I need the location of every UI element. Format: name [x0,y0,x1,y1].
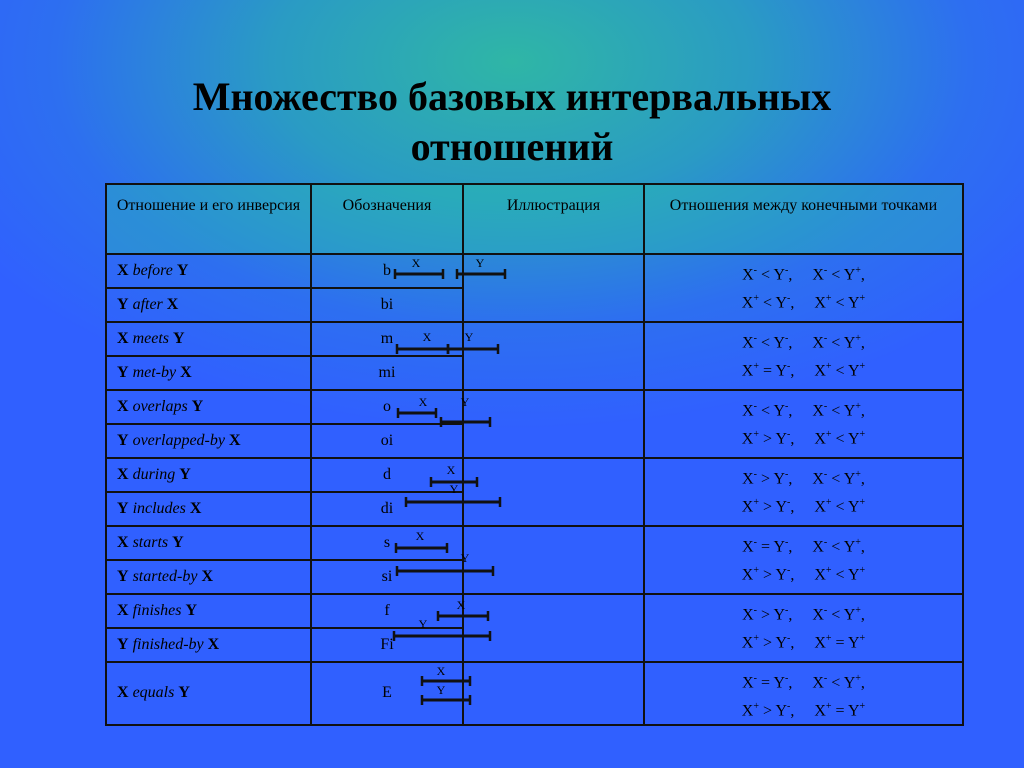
endpoint-token: Y [847,566,860,584]
relation-word: finished-by [132,636,204,653]
endpoint-sign: + [855,537,861,548]
endpoint-relation-line [645,627,962,655]
endpoint-token: < [757,402,774,420]
endpoint-token: X [812,402,824,420]
endpoint-token: Y [847,634,860,652]
endpoint-token: X [812,606,824,624]
endpoint-token: Y [773,266,785,284]
endpoint-sign: + [855,605,861,616]
interval-x-label: X [415,529,425,543]
interval-b: X [166,296,179,313]
endpoint-token: , [860,674,865,692]
interval-b: X [201,568,213,585]
header-notation: Обозначения [311,184,463,254]
endpoint-token: Y [775,430,787,448]
interval-b: Y [178,684,190,702]
endpoint-sign: - [787,497,791,509]
endpoint-sign: + [859,633,866,645]
endpoint-token: Y [773,470,785,488]
interval-x-label: X [411,256,421,270]
endpoint-token: < [827,470,844,488]
endpoint-sign: + [753,429,759,441]
endpoint-token: < [757,334,774,352]
endpoint-token: Y [847,430,860,448]
endpoint-token: , [860,538,865,556]
endpoint-relations-cell [644,254,963,322]
endpoint-token: < [831,566,848,584]
endpoint-token: Y [847,294,860,312]
endpoint-sign: - [823,673,828,684]
endpoint-token: X [741,430,754,448]
endpoint-token: Y [773,674,785,692]
endpoint-sign: + [825,633,832,645]
endpoint-sign: + [825,361,832,373]
interval-y-label: Y [464,330,474,344]
endpoint-token: Y [773,402,785,420]
endpoint-token: X [812,538,824,556]
endpoint-token: X [812,674,824,692]
notation-cell: bi [311,288,463,322]
interval-illustration [418,595,645,661]
endpoint-token: Y [843,606,856,624]
endpoint-token: Y [843,674,856,692]
endpoint-relation-line [645,287,962,315]
illustration-cell [411,254,644,322]
interval-a: X [117,398,129,415]
interval-illustration [415,527,645,593]
endpoint-token: X [741,634,754,652]
endpoint-token: Y [843,266,856,284]
interval-x-label: X [456,598,466,612]
endpoint-token: X [814,566,826,584]
title-line-2: отношений [410,124,614,169]
relations-table [105,183,964,726]
interval-a: X [117,602,129,619]
interval-b: X [228,432,241,449]
endpoint-token: X [814,498,826,516]
endpoint-relation-line [645,463,962,491]
endpoint-token: < [827,334,844,352]
endpoint-relations-cell [644,594,963,662]
endpoint-sign: + [859,565,866,577]
relation-name-cell [106,322,311,356]
endpoint-relations-cell [644,322,963,390]
table-row [106,458,963,492]
interval-illustration [436,663,645,721]
endpoint-token: Y [847,702,860,720]
relation-name-cell [106,254,311,288]
relation-word: overlaps [132,398,188,415]
relation-name-cell [106,390,311,424]
relation-word: during [132,466,176,483]
endpoint-relation-line [645,355,962,383]
endpoint-token: Y [847,362,860,380]
notation-cell: si [311,560,463,594]
endpoint-token: X [741,566,754,584]
illustration-cell [415,526,644,594]
endpoint-token: > [759,634,776,652]
endpoint-token: , [790,294,815,312]
endpoint-sign: + [825,565,832,577]
endpoint-token: = [759,362,776,380]
interval-y-label: Y [449,482,459,496]
interval-y-label: Y [418,617,428,631]
endpoint-token: X [742,266,754,284]
endpoint-relations-cell [644,458,963,526]
endpoint-relation-line [645,599,962,627]
table-body [106,254,963,725]
endpoint-token: Y [843,470,856,488]
header-endpoints: Отношения между конечными точками [644,184,963,254]
endpoint-token: < [827,266,844,284]
notation-cell: E [311,662,463,725]
interval-a: Y [117,296,129,313]
title-line-1: Множество базовых интервальных [192,74,832,119]
interval-illustration [418,391,645,457]
endpoint-relation-line [645,531,962,559]
endpoint-token: Y [775,634,787,652]
relation-word: includes [132,500,186,517]
illustration-cell [436,662,644,725]
endpoint-token: X [742,334,754,352]
endpoint-token: < [831,294,848,312]
endpoint-token: Y [773,606,785,624]
endpoint-sign: + [753,565,759,577]
endpoint-sign: - [787,293,791,305]
interval-b: Y [191,398,204,415]
endpoint-sign: + [859,293,866,305]
interval-a: Y [117,432,129,449]
endpoint-sign: + [855,673,861,684]
interval-b: X [189,500,202,517]
endpoint-token: , [860,402,865,420]
interval-b: X [207,636,220,653]
interval-b: Y [176,262,189,279]
endpoint-token: Y [773,334,785,352]
relation-word: starts [132,534,169,551]
notation-cell: mi [311,356,463,390]
endpoint-token: < [831,362,848,380]
endpoint-sign: - [753,673,757,684]
interval-x-label: X [418,395,428,409]
endpoint-sign: - [785,333,789,344]
relation-name-cell [106,526,311,560]
interval-y-label: Y [460,551,470,565]
endpoint-token: , [788,606,813,624]
notation-cell: oi [311,424,463,458]
relation-name-cell [106,356,311,390]
endpoint-sign: + [859,361,866,373]
interval-a: X [117,262,129,279]
endpoint-token: < [759,294,776,312]
endpoint-token: > [757,470,774,488]
endpoint-token: , [790,566,815,584]
endpoint-token: X [814,294,826,312]
endpoint-sign: - [753,605,757,616]
endpoint-sign: + [753,701,759,713]
relation-name-cell [106,662,311,725]
interval-b: X [180,364,192,381]
interval-a: Y [117,364,129,381]
endpoint-sign: - [785,401,789,412]
endpoint-token: X [742,674,754,692]
endpoint-relations-cell [644,526,963,594]
endpoint-sign: - [787,701,791,713]
interval-y-label: Y [475,256,485,270]
endpoint-token: , [790,702,815,720]
endpoint-token: X [742,470,754,488]
endpoint-token: < [831,430,848,448]
endpoint-token: Y [775,566,787,584]
endpoint-sign: + [825,293,832,305]
interval-y-bar [457,269,505,279]
endpoint-relations-cell [644,390,963,458]
endpoint-relation-line [645,423,962,451]
relation-word: overlapped-by [132,432,225,449]
interval-a: Y [117,500,129,517]
endpoint-relation-line [645,491,962,519]
notation-cell: Fi [311,628,463,662]
illustration-cell [422,322,644,390]
endpoint-token: X [814,362,826,380]
endpoint-sign: - [787,361,791,373]
endpoint-token: Y [847,498,860,516]
endpoint-sign: - [823,265,828,276]
endpoint-relation-line [645,559,962,587]
interval-a: X [117,330,129,347]
endpoint-token: Y [775,702,787,720]
endpoint-sign: + [753,633,759,645]
header-illustration: Иллюстрация [463,184,644,254]
interval-a: Y [117,636,129,653]
endpoint-token: X [814,430,826,448]
endpoint-token: > [759,702,776,720]
interval-a: X [117,684,129,702]
endpoint-sign: - [753,265,757,276]
endpoint-sign: - [785,265,789,276]
endpoint-sign: - [753,537,757,548]
endpoint-token: X [742,606,754,624]
endpoint-sign: - [785,469,789,480]
endpoint-token: < [757,266,774,284]
endpoint-token: X [741,702,754,720]
notation-cell: o [311,390,463,424]
relation-word: equals [132,684,175,702]
endpoint-relation-line [645,695,962,723]
endpoint-sign: - [787,633,791,645]
notation-cell: b [311,254,463,288]
endpoint-sign: + [855,265,861,276]
table-row [106,322,963,356]
table-row [106,390,963,424]
endpoint-sign: + [825,701,832,713]
endpoint-sign: + [855,401,861,412]
interval-b: Y [172,534,184,551]
endpoint-token: X [742,538,754,556]
endpoint-token: X [741,294,754,312]
interval-y-label: Y [436,683,446,697]
endpoint-sign: - [785,605,789,616]
endpoint-token: , [788,266,813,284]
endpoint-token: X [812,470,824,488]
endpoint-token: Y [843,538,856,556]
interval-a: Y [117,568,129,585]
endpoint-token: < [827,402,844,420]
relation-name-cell [106,492,311,526]
interval-illustration [422,323,645,389]
endpoint-sign: + [753,361,759,373]
endpoint-token: , [788,402,813,420]
endpoint-token: < [827,538,844,556]
interval-x-label: X [422,330,432,344]
endpoint-sign: - [823,401,828,412]
relation-name-cell [106,424,311,458]
endpoint-sign: + [825,429,832,441]
endpoint-token: < [831,498,848,516]
endpoint-sign: - [753,333,757,344]
endpoint-token: < [827,674,844,692]
endpoint-token: Y [775,362,787,380]
relation-name-cell [106,458,311,492]
relation-word: started-by [132,568,198,585]
table-row [106,254,963,288]
endpoint-token: , [790,362,815,380]
header-relation: Отношение и его инверсия [106,184,311,254]
endpoint-sign: - [785,673,789,684]
illustration-cell [446,458,644,526]
interval-y-label: Y [460,395,470,409]
endpoint-relations-cell [644,662,963,725]
endpoint-token: , [860,334,865,352]
endpoint-token: , [788,334,813,352]
notation-cell: f [311,594,463,628]
endpoint-sign: + [859,701,866,713]
illustration-cell [418,390,644,458]
endpoint-sign: - [823,605,828,616]
endpoint-token: Y [843,402,856,420]
notation-cell: s [311,526,463,560]
interval-b: Y [179,466,191,483]
page-title [0,72,1024,172]
relation-name-cell [106,560,311,594]
endpoint-token: > [759,498,776,516]
notation-cell: di [311,492,463,526]
relation-name-cell [106,594,311,628]
endpoint-sign: + [825,497,832,509]
endpoint-sign: + [855,333,861,344]
endpoint-relation-line [645,259,962,287]
endpoint-relation-line [645,327,962,355]
endpoint-sign: - [823,537,828,548]
endpoint-sign: + [859,429,866,441]
endpoint-sign: - [785,537,789,548]
endpoint-sign: - [753,401,757,412]
endpoint-token: = [831,702,848,720]
interval-x-label: X [436,664,446,678]
endpoint-sign: - [823,469,828,480]
endpoint-sign: - [787,565,791,577]
interval-b: Y [185,602,198,619]
endpoint-token: , [788,470,813,488]
endpoint-token: X [741,498,754,516]
endpoint-token: , [788,674,813,692]
interval-illustration [446,459,645,525]
endpoint-sign: + [859,497,866,509]
endpoint-token: < [827,606,844,624]
endpoint-token: X [812,266,824,284]
table-header-row [106,184,963,254]
endpoint-token: > [759,566,776,584]
endpoint-token: X [741,362,754,380]
relation-name-cell [106,628,311,662]
endpoint-token: Y [775,294,787,312]
notation-cell: m [311,322,463,356]
endpoint-token: = [757,674,774,692]
table-row [106,526,963,560]
endpoint-sign: - [823,333,828,344]
interval-a: X [117,534,129,551]
table-row [106,662,963,725]
endpoint-token: , [860,470,865,488]
endpoint-token: X [814,634,826,652]
endpoint-relation-line [645,395,962,423]
relation-word: before [132,262,173,279]
interval-x-label: X [446,463,456,477]
relation-word: finishes [132,602,182,619]
relation-word: meets [132,330,169,347]
relation-name-cell [106,288,311,322]
endpoint-token: , [788,538,813,556]
endpoint-token: = [831,634,848,652]
notation-cell: d [311,458,463,492]
endpoint-relation-line [645,667,962,695]
endpoint-token: , [790,498,815,516]
endpoint-token: , [790,430,815,448]
illustration-cell [418,594,644,662]
endpoint-token: Y [773,538,785,556]
endpoint-token: , [860,606,865,624]
endpoint-token: , [790,634,815,652]
endpoint-sign: - [753,469,757,480]
endpoint-token: X [814,702,826,720]
endpoint-sign: + [753,497,759,509]
endpoint-sign: - [787,429,791,441]
endpoint-token: > [759,430,776,448]
endpoint-token: X [812,334,824,352]
endpoint-sign: + [753,293,759,305]
endpoint-sign: + [855,469,861,480]
endpoint-token: = [757,538,774,556]
interval-a: X [117,466,129,483]
endpoint-token: , [860,266,865,284]
relation-word: met-by [132,364,177,381]
endpoint-token: Y [775,498,787,516]
endpoint-token: Y [843,334,856,352]
endpoint-token: X [742,402,754,420]
endpoint-token: > [757,606,774,624]
relation-word: after [132,296,163,313]
interval-illustration [411,255,645,321]
table-row [106,594,963,628]
interval-b: Y [173,330,185,347]
